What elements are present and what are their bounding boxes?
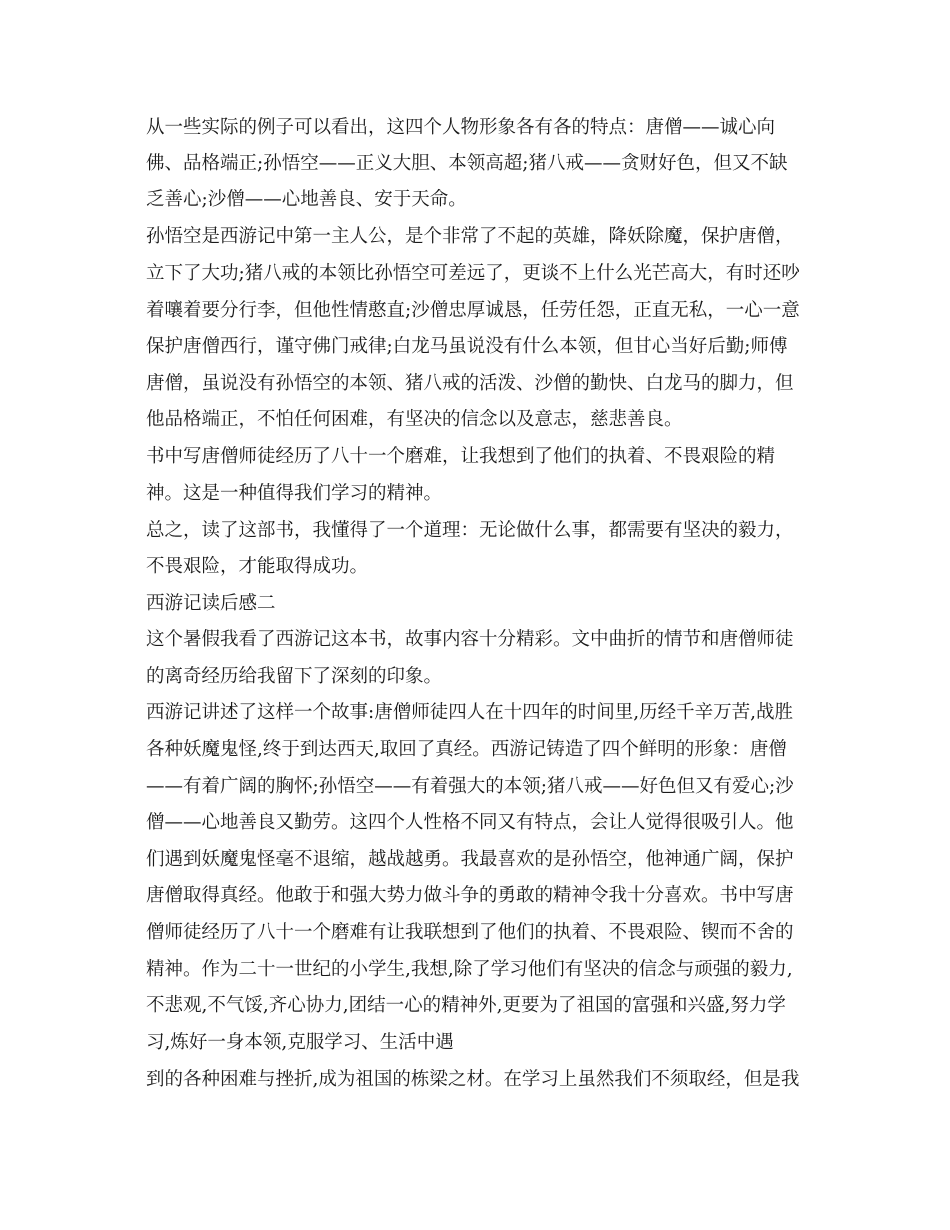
text-line: 立下了大功;猪八戒的本领比孙悟空可差远了，更谈不上什么光芒高大，有时还吵 — [146, 263, 800, 284]
text-line: 僧师徒经历了八十一个磨难有让我联想到了他们的执着、不畏艰险、锲而不舍的 — [146, 922, 794, 943]
text-line: ——有着广阔的胸怀;孙悟空——有着强大的本领;猪八戒——好色但又有爱心;沙 — [146, 776, 794, 797]
text-line: 唐僧，虽说没有孙悟空的本领、猪八戒的活泼、沙僧的勤快、白龙马的脚力，但 — [146, 373, 794, 394]
text-line: 孙悟空是西游记中第一主人公，是个非常了不起的英雄，降妖除魔，保护唐僧， — [146, 226, 794, 247]
text-line: 各种妖魔鬼怪,终于到达西天,取回了真经。西游记铸造了四个鲜明的形象：唐僧 — [146, 739, 787, 760]
text-line: 不悲观,不气馁,齐心协力,团结一心的精神外,更要为了祖国的富强和兴盛,努力学 — [146, 995, 786, 1016]
text-line: 唐僧取得真经。他敢于和强大势力做斗争的勇敢的精神令我十分喜欢。书中写唐 — [146, 885, 794, 906]
text-line: 书中写唐僧师徒经历了八十一个磨难，让我想到了他们的执着、不畏艰险的精 — [146, 446, 776, 467]
text-line: 的离奇经历给我留下了深刻的印象。 — [146, 666, 443, 687]
text-line: 着嚷着要分行李，但他性情憨直;沙僧忠厚诚恳，任劳任怨，正直无私，一心一意 — [146, 300, 800, 321]
text-line: 西游记讲述了这样一个故事:唐僧师徒四人在十四年的时间里,历经千辛万苦,战胜 — [146, 702, 793, 723]
text-line: 佛、品格端正;孙悟空——正义大胆、本领高超;猪八戒——贪财好色，但又不缺 — [146, 153, 788, 174]
text-line: 们遇到妖魔鬼怪毫不退缩，越战越勇。我最喜欢的是孙悟空，他神通广阔，保护 — [146, 849, 794, 870]
text-line: 到的各种困难与挫折,成为祖国的栋梁之材。在学习上虽然我们不须取经，但是我 — [146, 1069, 800, 1090]
text-line: 这个暑假我看了西游记这本书，故事内容十分精彩。文中曲折的情节和唐僧师徒 — [146, 629, 794, 650]
text-line: 精神。作为二十一世纪的小学生,我想,除了学习他们有坚决的信念与顽强的毅力, — [146, 959, 793, 980]
text-line: 习,炼好一身本领,克服学习、生活中遇 — [146, 1032, 454, 1053]
section-title: 西游记读后感二 — [146, 593, 276, 614]
text-line: 总之，读了这部书，我懂得了一个道理：无论做什么事，都需要有坚决的毅力， — [146, 520, 794, 541]
text-line: 神。这是一种值得我们学习的精神。 — [146, 483, 443, 504]
text-line: 他品格端正，不怕任何困难，有坚决的信念以及意志，慈悲善良。 — [146, 409, 683, 430]
text-line: 乏善心;沙僧——心地善良、安于天命。 — [146, 189, 467, 210]
text-line: 僧——心地善良又勤劳。这四个人性格不同又有特点，会让人觉得很吸引人。他 — [146, 812, 794, 833]
text-line: 从一些实际的例子可以看出，这四个人物形象各有各的特点：唐僧——诚心向 — [146, 117, 776, 138]
text-line: 保护唐僧西行，谨守佛门戒律;白龙马虽说没有什么本领，但甘心当好后勤;师傅 — [146, 336, 788, 357]
text-line: 不畏艰险，才能取得成功。 — [146, 556, 369, 577]
